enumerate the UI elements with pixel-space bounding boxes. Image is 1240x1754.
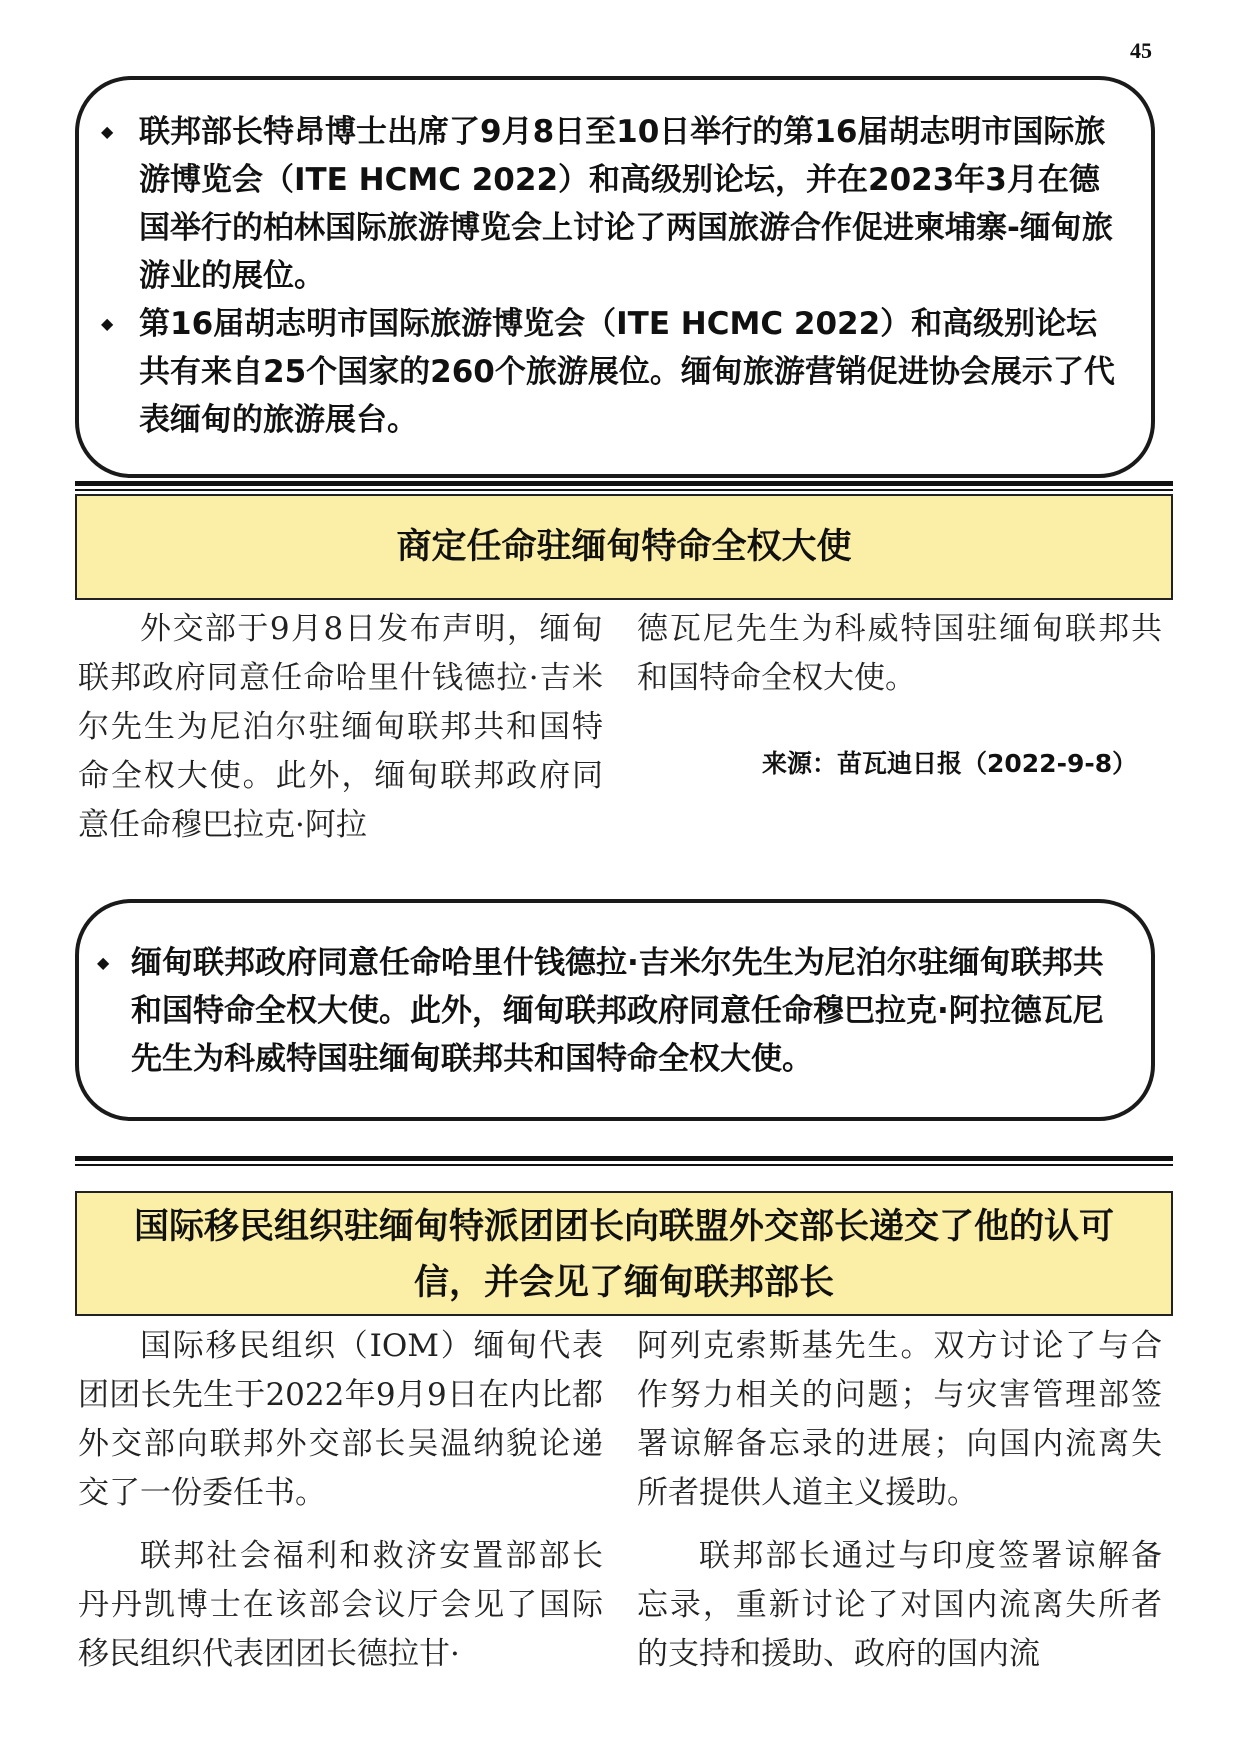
diamond-bullet-icon: ◆ bbox=[101, 122, 114, 141]
article-paragraph: 外交部于9月8日发布声明，缅甸联邦政府同意任命哈里什钱德拉·吉米尔先生为尼泊尔驻缅甸联邦共和国特命全权大使。此外，缅甸联邦政府同意任命穆巴拉克·阿拉 bbox=[78, 611, 603, 843]
article-paragraph: 阿列克索斯基先生。双方讨论了与合作努力相关的问题；与灾害管理部签署谅解备忘录的进展；向国内流离失所者提供人道主义援助。 bbox=[637, 1328, 1162, 1511]
section-divider bbox=[75, 1156, 1173, 1161]
article-title-ambassador: 商定任命驻缅甸特命全权大使 bbox=[75, 494, 1173, 600]
article-title-iom bbox=[75, 1191, 1173, 1316]
article-paragraph: 德瓦尼先生为科威特国驻缅甸联邦共和国特命全权大使。 bbox=[637, 611, 1162, 696]
summary-bullet-item bbox=[79, 939, 1123, 1083]
article-source: 来源：苗瓦迪日报（2022-9-8） bbox=[762, 749, 1138, 778]
page-number: 45 bbox=[1130, 38, 1152, 63]
diamond-bullet-icon: ◆ bbox=[97, 953, 110, 972]
section-divider bbox=[75, 489, 1173, 491]
summary-bullet-item bbox=[79, 300, 1123, 444]
article-right-column bbox=[637, 1322, 1162, 1679]
diamond-bullet-icon: ◆ bbox=[101, 314, 114, 333]
article-right-column bbox=[637, 605, 1162, 703]
article-title-line: 国际移民组织驻缅甸特派团团长向联盟外交部长递交了他的认可 bbox=[133, 1207, 1114, 1247]
section-divider bbox=[75, 481, 1173, 486]
summary-bullet-item bbox=[79, 108, 1123, 300]
section-divider bbox=[75, 1164, 1173, 1166]
article-paragraph: 国际移民组织（IOM）缅甸代表团团长先生于2022年9月9日在内比都外交部向联邦外交部长吴温纳貌论递交了一份委任书。 bbox=[78, 1328, 603, 1511]
article-paragraph: 联邦部长通过与印度签署谅解备忘录，重新讨论了对国内流离失所者的支持和援助、政府的国内流 bbox=[637, 1538, 1162, 1672]
summary-bullet-text: 第16届胡志明市国际旅游博览会（ITE HCMC 2022）和高级别论坛共有来自25个国家的260个旅游展位。缅甸旅游营销促进协会展示了代表缅甸的旅游展台。 bbox=[139, 306, 1115, 438]
article-left-column bbox=[78, 605, 603, 850]
article-title-line: 信，并会见了缅甸联邦部长 bbox=[413, 1263, 834, 1303]
summary-box-ambassador bbox=[75, 899, 1155, 1121]
article-left-column bbox=[78, 1322, 603, 1679]
article-paragraph: 联邦社会福利和救济安置部部长丹丹凯博士在该部会议厅会见了国际移民组织代表团团长德拉甘· bbox=[78, 1538, 603, 1672]
summary-bullet-text: 缅甸联邦政府同意任命哈里什钱德拉·吉米尔先生为尼泊尔驻缅甸联邦共和国特命全权大使。此外，缅甸联邦政府同意任命穆巴拉克·阿拉德瓦尼先生为科威特国驻缅甸联邦共和国特命全权大使。 bbox=[131, 945, 1104, 1077]
summary-box-tourism bbox=[75, 76, 1155, 478]
summary-bullet-text: 联邦部长特昂博士出席了9月8日至10日举行的第16届胡志明市国际旅游博览会（ITE HCMC 2022）和高级别论坛，并在2023年3月在德国举行的柏林国际旅游博览会上讨论了两国旅游合作促进柬埔寨-缅甸旅游业的展位。 bbox=[139, 114, 1113, 294]
